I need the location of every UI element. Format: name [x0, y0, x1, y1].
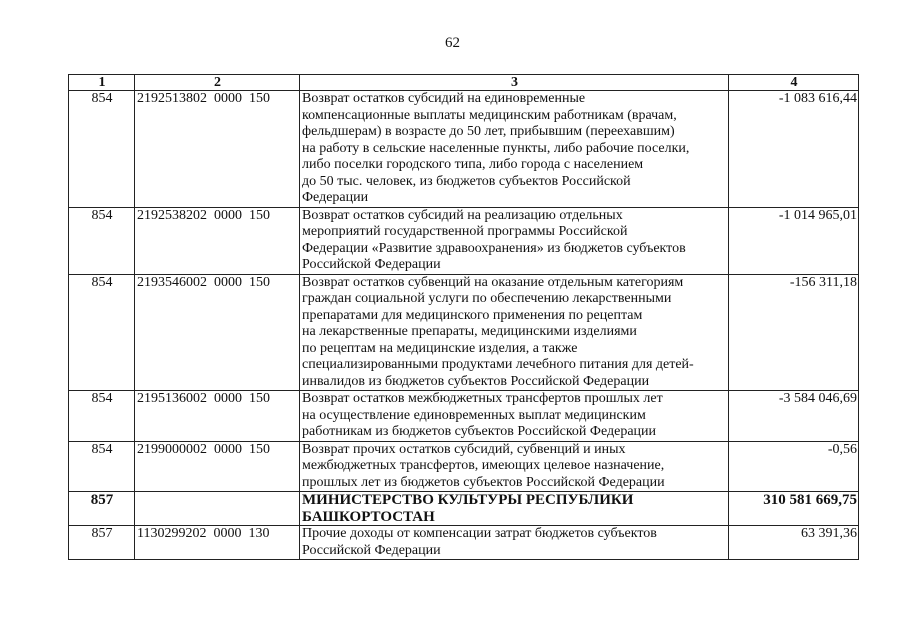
- header-col-1: 1: [69, 75, 135, 91]
- header-col-4: 4: [729, 75, 859, 91]
- budget-table: [68, 74, 859, 560]
- budget-code-cell: 2199000002 0000 150: [135, 441, 300, 492]
- amount-cell: -0,56: [729, 441, 859, 492]
- budget-code-cell: [135, 492, 300, 526]
- amount-cell: -3 584 046,69: [729, 391, 859, 442]
- description-cell: Возврат остатков субвенций на оказание отдельным категориям граждан социальной услуги по обеспечению лекарственными препаратами для медицинского применения по рецептам на лекарственные препараты, медицинскими изделиями по рецептам на медицинские изделия, а также специализированными продуктами лечебного питания для детей- инвалидов из бюджетов субъектов Российской Федерации: [300, 274, 729, 391]
- header-row: [69, 75, 859, 91]
- table-row: [69, 274, 859, 391]
- description-cell: Возврат остатков межбюджетных трансфертов прошлых лет на осуществление единовременных выплат медицинским работникам из бюджетов субъектов Российской Федерации: [300, 391, 729, 442]
- amount-cell: -156 311,18: [729, 274, 859, 391]
- amount-cell: 63 391,36: [729, 526, 859, 560]
- description-cell: Возврат остатков субсидий на реализацию отдельных мероприятий государственной программы Российской Федерации «Развитие здравоохранения» из бюджетов субъектов Российской Федерации: [300, 207, 729, 274]
- budget-code-cell: 2192513802 0000 150: [135, 91, 300, 208]
- budget-code-cell: 2192538202 0000 150: [135, 207, 300, 274]
- amount-cell: 310 581 669,75: [729, 492, 859, 526]
- page-number: 62: [445, 35, 460, 51]
- admin-code-cell: 854: [69, 391, 135, 442]
- table-row: [69, 91, 859, 208]
- budget-code-cell: 2193546002 0000 150: [135, 274, 300, 391]
- table-row: [69, 492, 859, 526]
- table-row: [69, 391, 859, 442]
- admin-code-cell: 854: [69, 441, 135, 492]
- description-cell: Возврат прочих остатков субсидий, субвенций и иных межбюджетных трансфертов, имеющих целевое назначение, прошлых лет из бюджетов субъектов Российской Федерации: [300, 441, 729, 492]
- description-cell: Прочие доходы от компенсации затрат бюджетов субъектов Российской Федерации: [300, 526, 729, 560]
- table-row: [69, 526, 859, 560]
- amount-cell: -1 014 965,01: [729, 207, 859, 274]
- table-row: [69, 441, 859, 492]
- admin-code-cell: 857: [69, 526, 135, 560]
- amount-cell: -1 083 616,44: [729, 91, 859, 208]
- header-col-3: 3: [300, 75, 729, 91]
- description-cell: МИНИСТЕРСТВО КУЛЬТУРЫ РЕСПУБЛИКИ БАШКОРТОСТАН: [300, 492, 729, 526]
- budget-code-cell: 1130299202 0000 130: [135, 526, 300, 560]
- table-row: [69, 207, 859, 274]
- description-cell: Возврат остатков субсидий на единовременные компенсационные выплаты медицинским работникам (врачам, фельдшерам) в возрасте до 50 лет, прибывшим (переехавшим) на работу в сельские населенные пункты, либо рабочие поселки, либо поселки городского типа, либо города с населением до 50 тыс. человек, из бюджетов субъектов Российской Федерации: [300, 91, 729, 208]
- budget-code-cell: 2195136002 0000 150: [135, 391, 300, 442]
- header-col-2: 2: [135, 75, 300, 91]
- admin-code-cell: 854: [69, 207, 135, 274]
- admin-code-cell: 854: [69, 274, 135, 391]
- admin-code-cell: 854: [69, 91, 135, 208]
- admin-code-cell: 857: [69, 492, 135, 526]
